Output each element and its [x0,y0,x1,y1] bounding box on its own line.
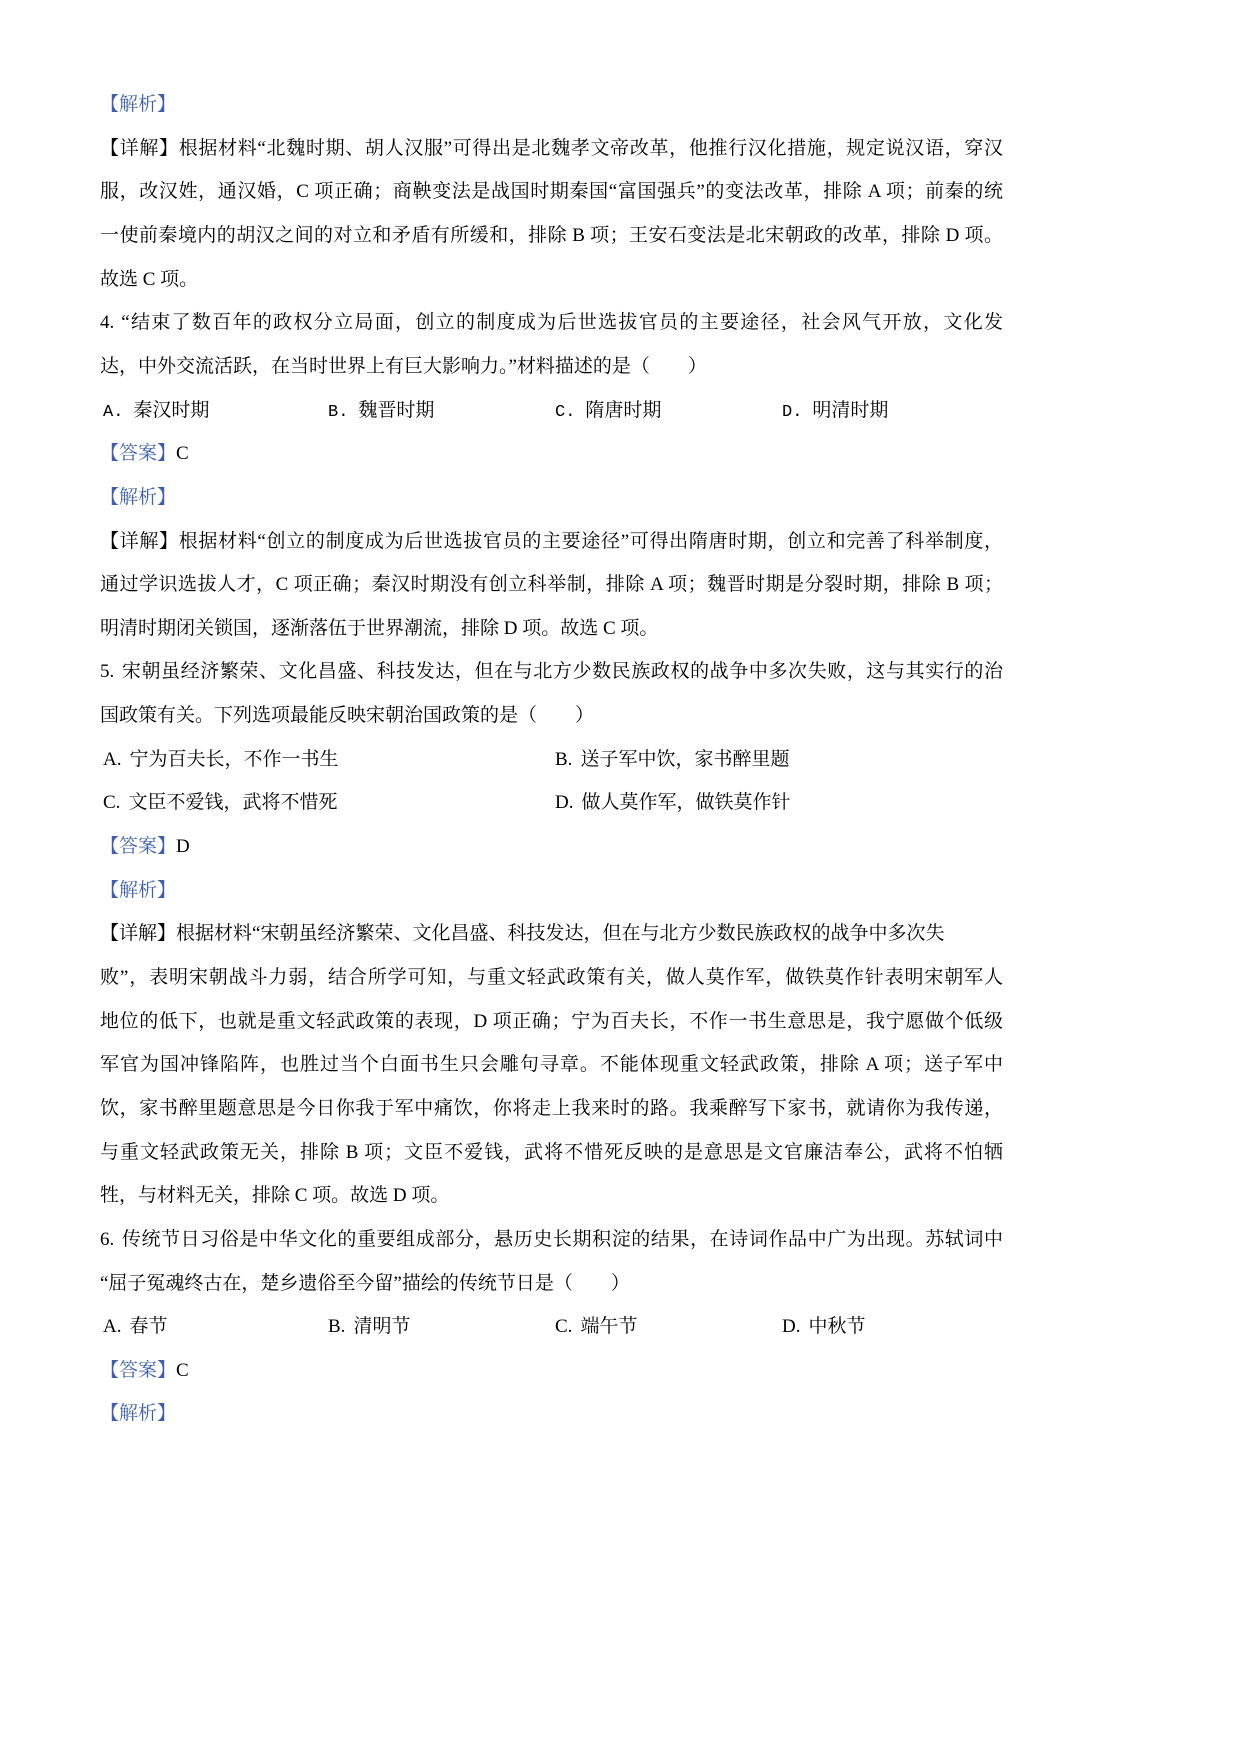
detail-text: 败”，表明宋朝战斗力弱，结合所学可知，与重文轻武政策有关，做人莫作军，做铁莫作针表明宋朝军人 [100,967,1003,988]
option-d: D. 明清时期 [782,400,889,422]
detail-label: 【详解】 [100,138,179,159]
question-number: 6. [100,1229,115,1250]
analysis-label: 【解析】 [100,487,177,508]
answer-label: 【答案】 [100,836,177,857]
analysis-label: 【解析】 [100,880,177,901]
detail-text: 明清时期闭关锁国，逐渐落伍于世界潮流，排除 D 项。故选 C 项。 [100,618,659,639]
q4-stem-line [100,353,1003,381]
q6-stem-line [100,1226,1003,1254]
q4-options [0,397,1240,425]
answer-label: 【答案】 [100,1360,177,1381]
q5-detail-line [100,1182,1003,1210]
detail-text: 通过学识选拔人才，C 项正确；秦汉时期没有创立科举制，排除 A 项；魏晋时期是分裂时期，排除 B 项； [100,574,1003,595]
q5-options-row-2 [0,789,1240,817]
option-c: C. 端午节 [555,1316,638,1337]
option-a: A. 春节 [103,1316,168,1337]
detail-text: 根据材料“北魏时期、胡人汉服”可得出是北魏孝文帝改革，他推行汉化措施，规定说汉语，穿汉 [178,138,1003,159]
question-number: 5. [100,661,115,682]
question-number: 4. [100,312,115,333]
detail-label: 【详解】 [100,531,179,552]
q5-detail-line [100,1008,1003,1036]
q4-answer [100,440,1003,468]
option-b: B. 送子军中饮，家书醉里题 [555,749,790,770]
stem-text: “屈子冤魂终古在，楚乡遗俗至今留”描绘的传统节日是（ ） [100,1273,630,1294]
stem-text: 国政策有关。下列选项最能反映宋朝治国政策的是（ ） [100,705,595,726]
q4-detail-line [100,571,1003,599]
q6-options [0,1313,1240,1341]
q3-detail-line [100,222,1003,250]
q5-detail-line [100,1139,1003,1167]
option-a: A. 宁为百夫长，不作一书生 [103,749,339,770]
detail-text: 服，改汉姓，通汉婚，C 项正确；商鞅变法是战国时期秦国“富国强兵”的变法改革，排除 A 项；前秦的统 [100,181,1003,202]
detail-text: 故选 C 项。 [100,269,199,290]
answer-value: D [176,836,190,857]
q4-analysis-heading [100,484,1003,512]
q3-detail-line [100,178,1003,206]
detail-text: 地位的低下，也就是重文轻武政策的表现，D 项正确；宁为百夫长，不作一书生意思是，我宁愿做个低级 [100,1011,1003,1032]
answer-value: C [176,1360,189,1381]
q6-analysis-heading [100,1400,1003,1428]
option-c: C. 文臣不爱钱，武将不惜死 [103,792,338,813]
q5-stem-line [100,702,1003,730]
q3-detail-line [100,135,1003,163]
analysis-label: 【解析】 [100,1403,177,1424]
q5-stem-line [100,658,1003,686]
q4-detail-line [100,615,1003,643]
q6-stem-line [100,1270,1003,1298]
stem-text: 宋朝虽经济繁荣、文化昌盛、科技发达，但在与北方少数民族政权的战争中多次失败，这与其实行的治 [121,661,1003,682]
q5-answer [100,833,1003,861]
q5-options-row-1 [0,746,1240,774]
q3-analysis-heading [100,91,1003,119]
detail-text: 军官为国冲锋陷阵，也胜过当个白面书生只会雕句寻章。不能体现重文轻武政策，排除 A 项；送子军中 [100,1054,1003,1075]
stem-text: 达，中外交流活跃，在当时世界上有巨大影响力。”材料描述的是（ ） [100,356,707,377]
stem-text: 传统节日习俗是中华文化的重要组成部分，悬历史长期积淀的结果，在诗词作品中广为出现。苏轼词中 [121,1229,1003,1250]
detail-text: 饮，家书醉里题意思是今日你我于军中痛饮，你将走上我来时的路。我乘醉写下家书，就请你为我传递， [100,1098,1003,1119]
q4-stem-line [100,309,1003,337]
detail-text: 根据材料“创立的制度成为后世选拔官员的主要途径”可得出隋唐时期，创立和完善了科举制度， [178,531,1003,552]
option-c: C. 隋唐时期 [555,400,662,422]
q4-detail-line [100,528,1003,556]
q5-detail-line [100,964,1003,992]
option-b: B. 魏晋时期 [328,400,435,422]
option-d: D. 做人莫作军，做铁莫作针 [555,792,791,813]
q5-detail-line [100,920,1003,948]
detail-text: 根据材料“宋朝虽经济繁荣、文化昌盛、科技发达，但在与北方少数民族政权的战争中多次失 [176,923,945,944]
q6-answer [100,1357,1003,1385]
q5-detail-line [100,1095,1003,1123]
detail-text: 一使前秦境内的胡汉之间的对立和矛盾有所缓和，排除 B 项；王安石变法是北宋朝政的改革，排除 D 项。 [100,225,1003,246]
detail-label: 【详解】 [100,923,177,944]
answer-value: C [176,443,189,464]
analysis-label: 【解析】 [100,94,177,115]
stem-text: “结束了数百年的政权分立局面，创立的制度成为后世选拔官员的主要途径，社会风气开放，文化发 [121,312,1003,333]
q3-detail-line [100,266,1003,294]
q5-analysis-heading [100,877,1003,905]
q5-detail-line [100,1051,1003,1079]
detail-text: 与重文轻武政策无关，排除 B 项；文臣不爱钱，武将不惜死反映的是意思是文官廉洁奉公，武将不怕牺 [100,1142,1003,1163]
option-b: B. 清明节 [328,1316,411,1337]
option-a: A. 秦汉时期 [103,400,210,422]
option-d: D. 中秋节 [782,1316,866,1337]
detail-text: 牲，与材料无关，排除 C 项。故选 D 项。 [100,1185,450,1206]
answer-label: 【答案】 [100,443,177,464]
